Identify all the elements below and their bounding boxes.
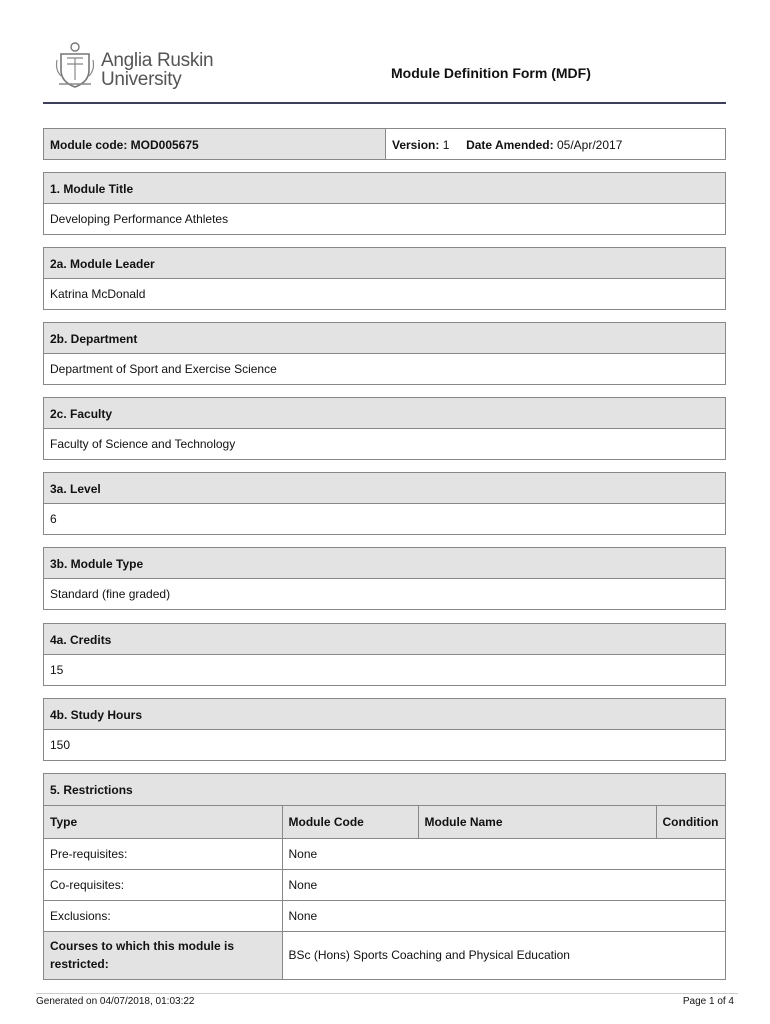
table-row xyxy=(44,869,725,900)
table-row xyxy=(44,838,725,869)
section-level xyxy=(43,472,726,535)
restriction-value: None xyxy=(282,838,725,869)
restriction-value: None xyxy=(282,869,725,900)
section-module-title xyxy=(43,172,726,235)
section-heading: 2c. Faculty xyxy=(44,398,725,429)
date-amended-label: Date Amended: xyxy=(466,138,554,152)
form-title: Module Definition Form (MDF) xyxy=(391,65,591,81)
section-heading: 2b. Department xyxy=(44,323,725,354)
section-credits xyxy=(43,623,726,686)
section-value: Department of Sport and Exercise Science xyxy=(44,354,725,384)
page-number: Page 1 of 4 xyxy=(682,996,734,1007)
section-value: Developing Performance Athletes xyxy=(44,204,725,234)
section-value: 6 xyxy=(44,504,725,534)
page-header xyxy=(43,38,726,98)
version-label: Version: xyxy=(392,138,440,152)
logo-text-line2: University xyxy=(101,69,182,90)
section-heading: 3a. Level xyxy=(44,473,725,504)
crest-icon xyxy=(55,40,95,88)
module-info-row xyxy=(43,128,726,160)
logo-text-line1: Anglia Ruskin xyxy=(101,50,214,71)
section-department xyxy=(43,322,726,385)
restrictions-table xyxy=(44,806,725,979)
table-row xyxy=(44,931,725,979)
header-divider xyxy=(43,102,726,104)
restriction-value: BSc (Hons) Sports Coaching and Physical Education xyxy=(288,948,570,963)
section-value: Katrina McDonald xyxy=(44,279,725,309)
section-heading: 4a. Credits xyxy=(44,624,725,655)
section-heading: 3b. Module Type xyxy=(44,548,725,579)
section-restrictions xyxy=(43,773,726,980)
column-header-module-name: Module Name xyxy=(418,806,656,838)
section-study-hours xyxy=(43,698,726,761)
version-date-cell xyxy=(386,129,725,159)
column-header-condition: Condition xyxy=(656,806,725,838)
section-heading: 2a. Module Leader xyxy=(44,248,725,279)
restriction-type: Pre-requisites: xyxy=(44,838,282,869)
section-value: 150 xyxy=(44,730,725,760)
university-logo xyxy=(55,40,235,92)
section-value: 15 xyxy=(44,655,725,685)
section-value: Faculty of Science and Technology xyxy=(44,429,725,459)
column-header-module-code: Module Code xyxy=(282,806,418,838)
section-module-type xyxy=(43,547,726,610)
section-heading: 5. Restrictions xyxy=(44,774,725,806)
version-value: 1 xyxy=(442,138,450,152)
restriction-type: Courses to which this module is restricted: xyxy=(44,931,282,979)
restriction-type: Exclusions: xyxy=(44,900,282,931)
generated-timestamp: Generated on 04/07/2018, 01:03:22 xyxy=(36,996,195,1007)
section-module-leader xyxy=(43,247,726,310)
section-value: Standard (fine graded) xyxy=(44,579,725,609)
table-header-row xyxy=(44,806,725,838)
section-heading: 1. Module Title xyxy=(44,173,725,204)
footer-divider xyxy=(36,993,738,994)
section-heading: 4b. Study Hours xyxy=(44,699,725,730)
date-amended-value: 05/Apr/2017 xyxy=(556,138,623,152)
table-row xyxy=(44,900,725,931)
column-header-type: Type xyxy=(44,806,282,838)
restriction-value: None xyxy=(282,900,725,931)
section-faculty xyxy=(43,397,726,460)
module-code: Module code: MOD005675 xyxy=(44,129,386,159)
restriction-type: Co-requisites: xyxy=(44,869,282,900)
